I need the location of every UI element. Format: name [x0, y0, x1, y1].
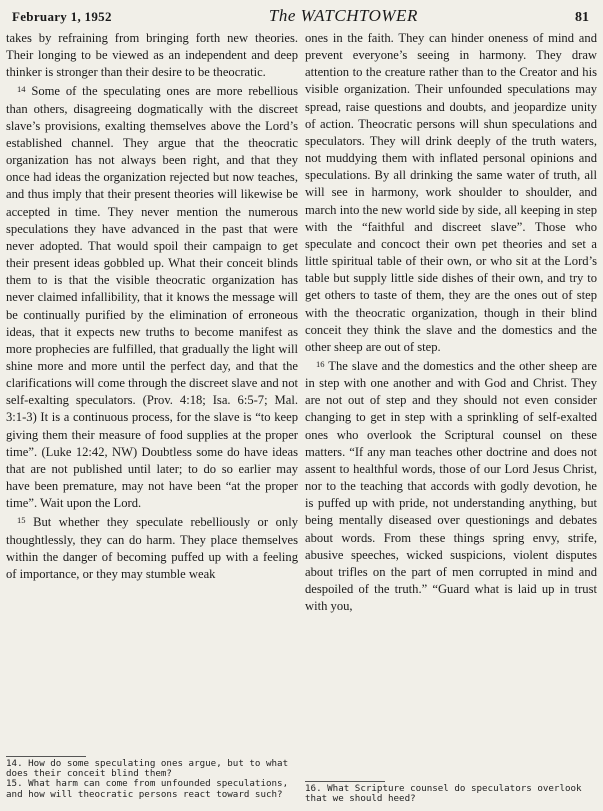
paragraph-continued [305, 30, 597, 356]
footnote: 14. How do some speculating ones argue, but to what does their conceit blind them? [6, 758, 289, 780]
paragraph-continued [6, 30, 298, 81]
footnote-divider [6, 756, 86, 757]
page-number: 81 [574, 10, 589, 25]
paragraph-15 [6, 512, 298, 583]
page-header [12, 6, 589, 28]
paragraph-text: ones in the faith. They can hinder oneness of mind and prevent everyone’s seeing in harmony. They draw attention to the creature rather than to the Creator and his visible organization. Their unfounded speculations may spread, raise questions and doubts, and jeopardize unity of action. Theocratic persons will shun speculations and speculators. They will drink deeply of the truth waters, not muddying them with inflated personal opinions and speculations. By all drinking the same water of truth, all will see in harmony, work shoulder to shoulder, and march into the new world side by side, all keeping in step with the “faithful and discreet slave”. Those who speculate and concoct their own pet theories and set a little spiritual table of their own, or who sit at the Lord’s table but supply little side dishes of their own, and try to get others to taste of them, they are the ones out of step with the theocratic organization, though in their blind conceit they think the slave and the domestics and the other sheep are out of step. [305, 31, 597, 354]
footnote: 15. What harm can come from unfounded speculations, and how will theocratic persons react toward such? [6, 778, 289, 800]
paragraph-text: But whether they speculate rebelliously or only thoughtlessly, they can do harm. They place themselves within the danger of becoming puffed up with a feeling of importance, or they may stumble weak [6, 515, 298, 581]
paragraph-16 [305, 356, 597, 615]
footnote-divider [305, 781, 385, 782]
magazine-title: The WATCHTOWER [268, 6, 418, 25]
issue-date: February 1, 1952 [12, 9, 112, 24]
paragraph-number: 14 [17, 84, 26, 95]
paragraph-text: The slave and the domestics and the other sheep are in step with one another and with God and Christ. They are not out of step and they should not even consider changing to get in step with a sprinkling of self-exalted ones who overlook the Scriptural counsel on these matters. “If any man teaches other doctrine and does not assent to healthful words, those of our Lord Jesus Christ, nor to the teaching that accords with godly devotion, he is puffed up with pride, not understanding anything, but being mentally diseased over questionings and debates about words. From these things spring envy, strife, abusive speeches, wicked suspicions, violent disputes about trifles on the part of men corrupted in mind and despoiled of the truth.” “Guard what is laid up in trust with you, [305, 358, 597, 614]
paragraph-text: Some of the speculating ones are more rebellious than others, disagreeing dogmatically with the discreet slave’s provisions, exalting themselves above the Lord’s established channel. They argue that the theocratic organization has not always been right, and that they once had ideas the organization rejected but now teaches, and thus imply that their present theories will likewise be accepted in time. They never mention the numerous speculations they have advanced in the past that were never adopted. That would spoil their campaign to get their present ideas gobbled up. What their conceit blinds them to is that the visible theocratic organization has never claimed infallibility, that it knows the message will be continually purified by the elimination of erroneous ideas, that it expects new truths to become manifest as more prophecies are fulfilled, that gradually the light will shine more and more until the perfect day, and that the clarifications will come through the discreet slave and not self-exalting speculators. (Prov. 4:18; Isa. 6:5-7; Mal. 3:1-3) It is a continuous process, for the slave is “to keep giving them their measure of food supplies at the proper time”. (Luke 12:42, NW) Doubtless some do have ideas that are not published until later; to do so earlier may have been premature, may not have been “at the proper time”. Wait upon the Lord. [6, 84, 298, 511]
footnotes-left [6, 759, 300, 800]
footnote: 16. What Scripture counsel do speculators overlook that we should heed? [305, 783, 582, 805]
paragraph-text: takes by refraining from bringing forth new theories. Their longing to be viewed as an independent and deep thinker is stronger than their desire to be theocratic. [6, 31, 298, 80]
paragraph-14 [6, 81, 298, 512]
left-column [6, 30, 298, 583]
right-column [305, 30, 597, 615]
paragraph-number: 16 [316, 358, 325, 369]
footnotes-right [305, 784, 597, 804]
paragraph-number: 15 [17, 515, 26, 526]
